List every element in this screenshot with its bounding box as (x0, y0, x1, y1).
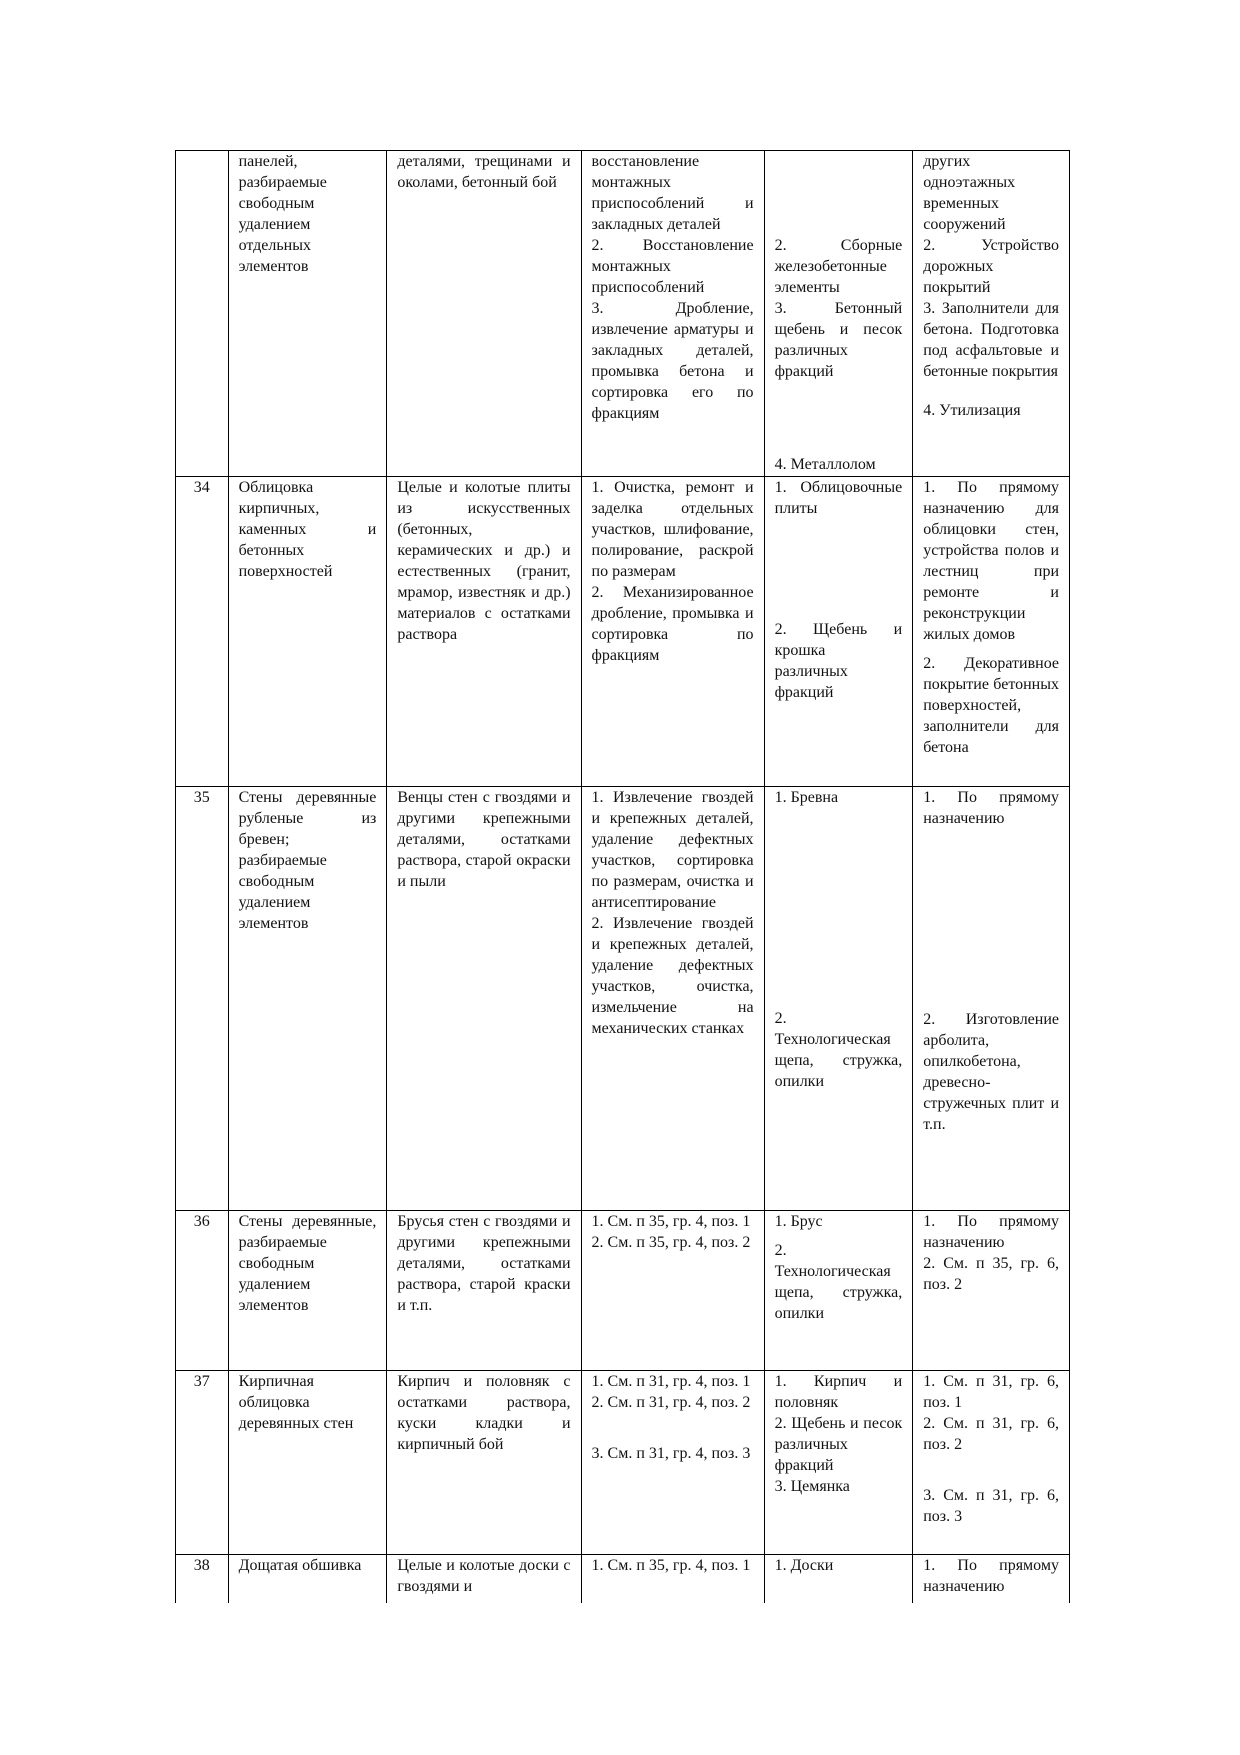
processing-text: 3. См. п 31, гр. 4, поз. 3 (591, 1445, 751, 1462)
material-cell (387, 477, 581, 787)
usage-text: 2. См. п 35, гр. 6, поз. 2 (923, 1255, 1059, 1293)
usage-cell (913, 477, 1070, 787)
processing-cell (581, 151, 764, 477)
product-text: 2. Технологическая щепа, стружка, опилки (774, 1010, 903, 1090)
usage-text: 1. По прямому назначению (923, 1213, 1059, 1251)
structure-text: панелей, разбираемые свободным удалением отдельных элементов (238, 153, 327, 275)
processing-text: 2. См. п 31, гр. 4, поз. 2 (591, 1394, 751, 1411)
material-text: Венцы стен с гвоздями и другими крепежными деталями, остатками раствора, старой окраски и пыли (397, 789, 571, 890)
material-cell (387, 151, 581, 477)
table-row (176, 1371, 1070, 1555)
usage-text: 1. См. п 31, гр. 6, поз. 1 (923, 1373, 1059, 1411)
usage-text: 2. Изготовление арболита, опилкобетона, древесно-стружечных плит и т.п. (923, 1011, 1059, 1133)
usage-text: 1. По прямому назначению для облицовки стен, устройства полов и лестниц при ремонте и реконструкции жилых домов (923, 479, 1059, 643)
row-number: 37 (176, 1371, 229, 1555)
usage-text: других одноэтажных временных сооружений (923, 153, 1016, 233)
product-text: 2. Технологическая щепа, стружка, опилки (774, 1242, 903, 1322)
usage-cell (913, 1371, 1070, 1555)
table-row (176, 1211, 1070, 1371)
usage-text: 1. По прямому назначению (923, 1557, 1059, 1595)
processing-text: 1. Извлечение гвоздей и крепежных деталей, удаление дефектных участков, сортировка по размерам, очистка и антисептирование (591, 789, 754, 911)
processing-cell (581, 1555, 764, 1603)
processing-text: 1. Очистка, ремонт и заделка отдельных участков, шлифование, полирование, раскрой по размерам (591, 479, 754, 580)
structure-cell (228, 477, 387, 787)
material-cell (387, 1555, 581, 1603)
processing-text: 2. См. п 35, гр. 4, поз. 2 (591, 1234, 751, 1251)
product-text: 3. Цемянка (774, 1478, 850, 1495)
processing-cell (581, 787, 764, 1211)
usage-cell (913, 1555, 1070, 1603)
structure-cell (228, 1371, 387, 1555)
table-row (176, 477, 1070, 787)
usage-text: 2. Декоративное покрытие бетонных поверхностей, заполнители для бетона (923, 655, 1059, 756)
usage-cell (913, 1211, 1070, 1371)
product-cell (764, 787, 913, 1211)
material-cell (387, 1211, 581, 1371)
material-text: Кирпич и половняк с остатками раствора, куски кладки и кирпичный бой (397, 1373, 571, 1453)
processing-text: 1. См. п 35, гр. 4, поз. 1 (591, 1213, 751, 1230)
usage-text: 3. Заполнители для бетона. Подготовка под асфальтовые и бетонные покрытия (923, 300, 1059, 380)
product-cell (764, 1555, 913, 1603)
structure-cell (228, 1211, 387, 1371)
product-text: 1. Облицовочные плиты (774, 479, 903, 517)
table-row (176, 1555, 1070, 1603)
row-number: 35 (176, 787, 229, 1211)
product-text: 1. Доски (774, 1557, 834, 1574)
processing-text: 2. Механизированное дробление, промывка и сортировка по фракциям (591, 584, 754, 664)
product-text: 2. Сборные железобетонные элементы (774, 237, 903, 296)
processing-text: восстановление монтажных приспособлений и закладных деталей (591, 153, 754, 233)
product-cell (764, 151, 913, 477)
structure-text: Кирпичная облицовка деревянных стен (238, 1373, 354, 1432)
usage-text: 2. Устройство дорожных покрытий (923, 237, 1059, 296)
structure-cell (228, 1555, 387, 1603)
processing-text: 3. Дробление, извлечение арматуры и закладных деталей, промывка бетона и сортировка его по фракциям (591, 300, 754, 422)
product-cell (764, 1371, 913, 1555)
material-text: Целые и колотые доски с гвоздями и (397, 1557, 571, 1595)
processing-text: 1. См. п 35, гр. 4, поз. 1 (591, 1557, 751, 1574)
product-cell (764, 477, 913, 787)
material-text: Целые и колотые плиты из искусственных (бетонных, керамических и др.) и естественных (гранит, мрамор, известняк и др.) материалов с остатками раствора (397, 479, 571, 643)
row-number: 34 (176, 477, 229, 787)
processing-cell (581, 1371, 764, 1555)
structure-cell (228, 151, 387, 477)
structure-text: Стены деревянные, разбираемые свободным удалением элементов (238, 1213, 377, 1314)
processing-text: 2. Извлечение гвоздей и крепежных деталей, удаление дефектных участков, очистка, измельчение на механических станках (591, 915, 754, 1037)
structure-text: Облицовка кирпичных, каменных и бетонных поверхностей (238, 479, 377, 580)
usage-cell (913, 151, 1070, 477)
material-cell (387, 787, 581, 1211)
product-text: 2. Щебень и крошка различных фракций (774, 621, 903, 701)
material-cell (387, 1371, 581, 1555)
product-cell (764, 1211, 913, 1371)
structure-text: Стены деревянные рубленые из бревен; разбираемые свободным удалением элементов (238, 789, 377, 932)
material-text: Брусья стен с гвоздями и другими крепежными деталями, остатками раствора, старой краски и т.п. (397, 1213, 571, 1314)
processing-text: 1. См. п 31, гр. 4, поз. 1 (591, 1373, 751, 1390)
processing-cell (581, 1211, 764, 1371)
row-number: 38 (176, 1555, 229, 1603)
product-text: 1. Бревна (774, 789, 839, 806)
usage-text: 1. По прямому назначению (923, 789, 1059, 827)
row-number (176, 151, 229, 477)
usage-text: 3. См. п 31, гр. 6, поз. 3 (923, 1487, 1059, 1525)
product-text: 1. Кирпич и половняк (774, 1373, 903, 1411)
product-text: 4. Металлолом (774, 456, 876, 473)
material-text: деталями, трещинами и околами, бетонный бой (397, 153, 571, 191)
processing-text: 2. Восстановление монтажных приспособлений (591, 237, 754, 296)
product-text: 3. Бетонный щебень и песок различных фракций (774, 300, 903, 380)
row-number: 36 (176, 1211, 229, 1371)
structure-text: Дощатая обшивка (238, 1557, 362, 1574)
usage-cell (913, 787, 1070, 1211)
usage-text: 2. См. п 31, гр. 6, поз. 2 (923, 1415, 1059, 1453)
table-row (176, 151, 1070, 477)
structure-cell (228, 787, 387, 1211)
processing-cell (581, 477, 764, 787)
materials-table (175, 150, 1070, 1603)
product-text: 1. Брус (774, 1213, 823, 1230)
product-text: 2. Щебень и песок различных фракций (774, 1415, 903, 1474)
table-row (176, 787, 1070, 1211)
usage-text: 4. Утилизация (923, 402, 1021, 419)
